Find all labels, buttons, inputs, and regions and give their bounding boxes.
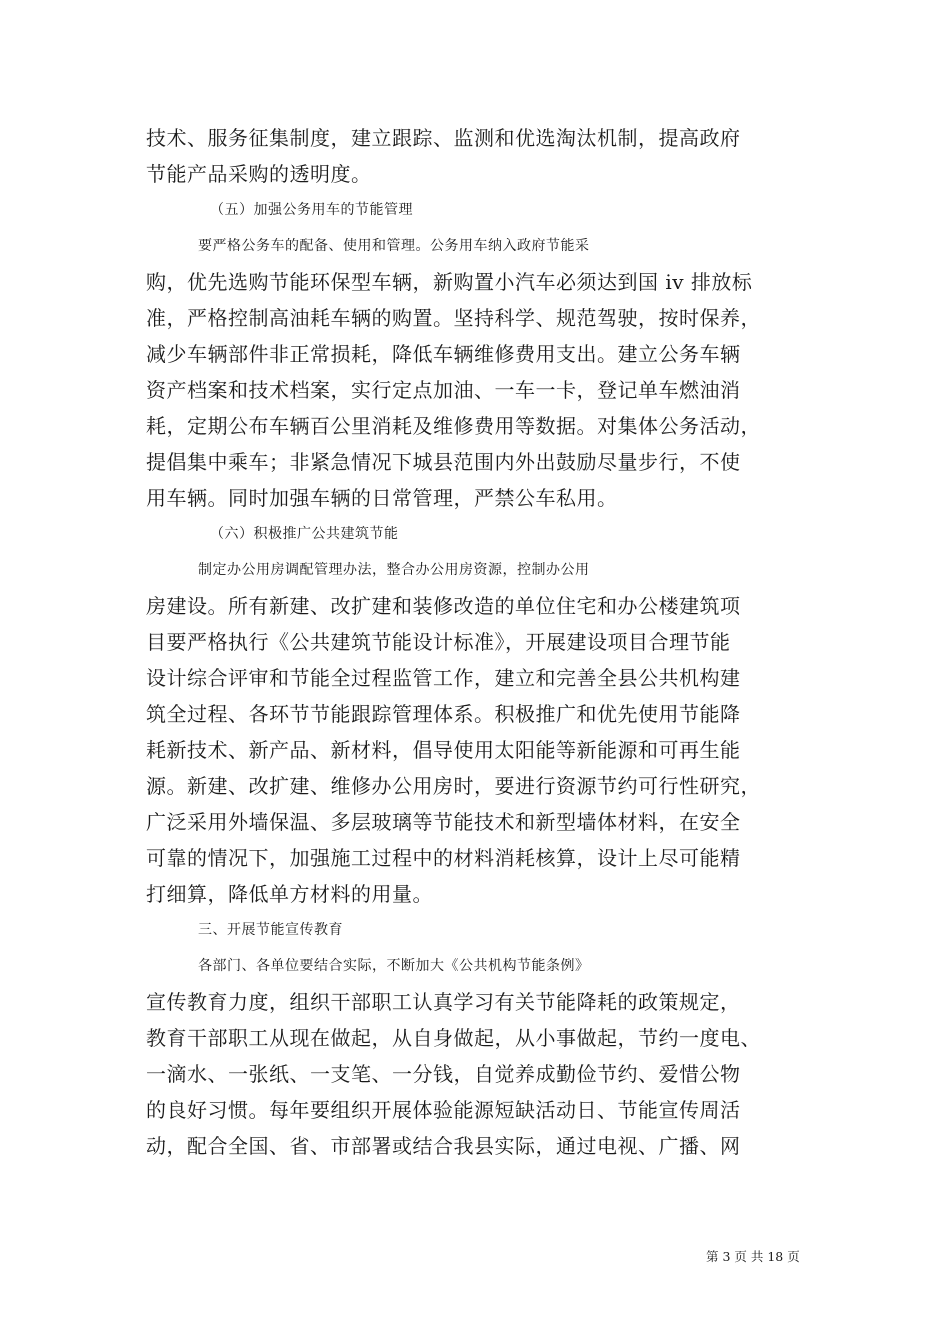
- text-line: 可靠的情况下，加强施工过程中的材料消耗核算，设计上尽可能精: [146, 846, 741, 870]
- paragraph-start: 各部门、各单位要结合实际，不断加大《公共机构节能条例》: [198, 958, 590, 974]
- text-line: 减少车辆部件非正常损耗，降低车辆维修费用支出。建立公务车辆: [146, 342, 741, 366]
- text-line: 耗，定期公布车辆百公里消耗及维修费用等数据。对集体公务活动，: [146, 414, 761, 438]
- text-line: 技术、服务征集制度，建立跟踪、监测和优选淘汰机制，提高政府: [146, 126, 741, 150]
- text-line: 房建设。所有新建、改扩建和装修改造的单位住宅和办公楼建筑项: [146, 594, 741, 618]
- text-line: 宣传教育力度，组织干部职工认真学习有关节能降耗的政策规定，: [146, 990, 741, 1014]
- text-line: 准，严格控制高油耗车辆的购置。坚持科学、规范驾驶，按时保养，: [146, 306, 761, 330]
- section-heading: 三、开展节能宣传教育: [198, 922, 343, 938]
- text-line: 广泛采用外墙保温、多层玻璃等节能技术和新型墙体材料，在安全: [146, 810, 741, 834]
- text-line: 购，优先选购节能环保型车辆，新购置小汽车必须达到国 iv 排放标: [146, 270, 753, 294]
- text-line: 用车辆。同时加强车辆的日常管理，严禁公车私用。: [146, 486, 618, 510]
- text-line: 节能产品采购的透明度。: [146, 162, 372, 186]
- text-line: 目要严格执行《公共建筑节能设计标准》，开展建设项目合理节能: [146, 630, 731, 654]
- page-number: 第 3 页 共 18 页: [706, 1249, 800, 1264]
- text-line: 一滴水、一张纸、一支笔、一分钱，自觉养成勤俭节约、爱惜公物: [146, 1062, 741, 1086]
- text-line: 提倡集中乘车；非紧急情况下城县范围内外出鼓励尽量步行，不使: [146, 450, 741, 474]
- text-line: 动，配合全国、省、市部署或结合我县实际，通过电视、广播、网: [146, 1134, 741, 1158]
- text-line: 资产档案和技术档案，实行定点加油、一车一卡，登记单车燃油消: [146, 378, 741, 402]
- text-line: 的良好习惯。每年要组织开展体验能源短缺活动日、节能宣传周活: [146, 1098, 741, 1122]
- text-line: 源。新建、改扩建、维修办公用房时，要进行资源节约可行性研究，: [146, 774, 761, 798]
- text-line: 打细算，降低单方材料的用量。: [146, 882, 433, 906]
- text-line: 设计综合评审和节能全过程监管工作，建立和完善全县公共机构建: [146, 666, 741, 690]
- paragraph-start: 要严格公务车的配备、使用和管理。公务用车纳入政府节能采: [198, 238, 590, 254]
- section-heading: （五）加强公务用车的节能管理: [210, 202, 413, 218]
- section-heading: （六）积极推广公共建筑节能: [210, 526, 399, 542]
- text-line: 教育干部职工从现在做起，从自身做起，从小事做起，节约一度电、: [146, 1026, 761, 1050]
- paragraph-start: 制定办公用房调配管理办法，整合办公用房资源，控制办公用: [198, 562, 590, 578]
- text-line: 耗新技术、新产品、新材料，倡导使用太阳能等新能源和可再生能: [146, 738, 741, 762]
- text-line: 筑全过程、各环节节能跟踪管理体系。积极推广和优先使用节能降: [146, 702, 741, 726]
